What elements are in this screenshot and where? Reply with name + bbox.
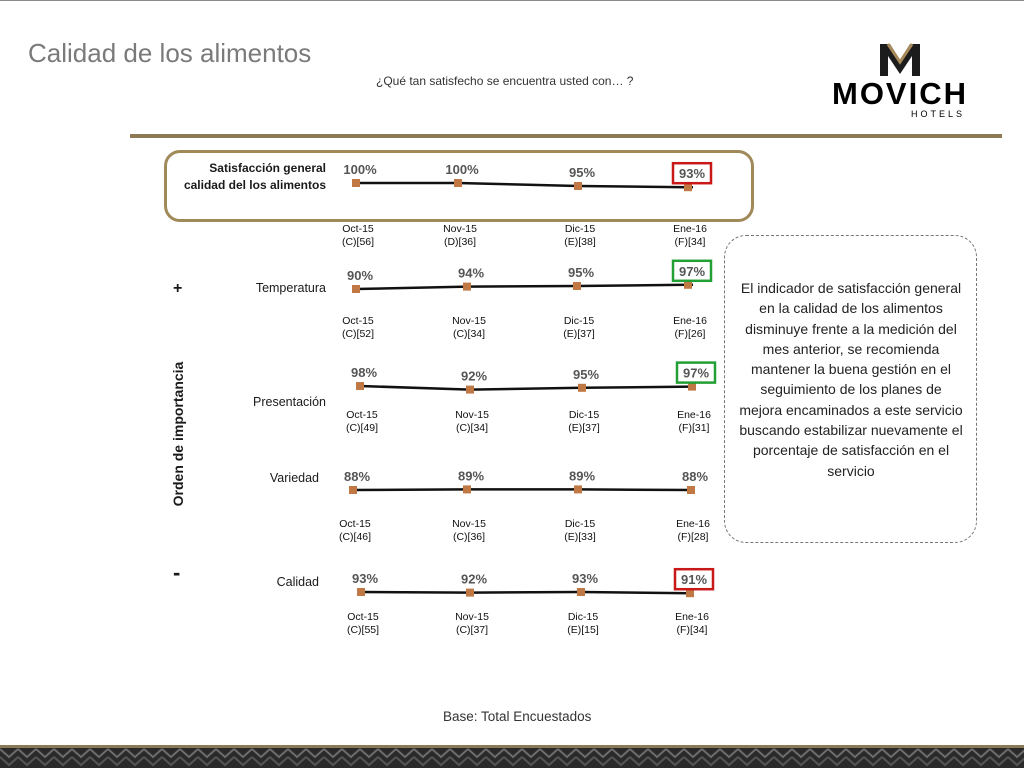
category-label-2-1: Nov-15 bbox=[455, 409, 489, 421]
value-label-0-1: 100% bbox=[445, 162, 479, 177]
row-label-presentacion: Presentación bbox=[253, 395, 326, 409]
value-label-4-1: 92% bbox=[460, 571, 488, 587]
data-point-2-2 bbox=[578, 384, 586, 392]
value-label-2-0: 98% bbox=[350, 365, 378, 380]
category-label-3-1: Nov-15 bbox=[452, 518, 486, 530]
survey-question: ¿Qué tan satisfecho se encuentra usted con… ? bbox=[376, 74, 634, 88]
base-label-0-0: (C)[56] bbox=[341, 236, 375, 248]
category-label-0-2: Dic-15 bbox=[564, 223, 596, 235]
importance-axis-label: Orden de importancia bbox=[170, 361, 186, 507]
value-label-0-2: 95% bbox=[568, 165, 596, 180]
data-point-4-0 bbox=[357, 588, 365, 596]
base-label-3-3: (F)[28] bbox=[677, 531, 709, 543]
category-label-0-3: Ene-16 bbox=[673, 223, 707, 235]
base-label-1-2: (E)[37] bbox=[563, 328, 595, 340]
decorative-pattern-band bbox=[0, 745, 1024, 768]
value-label-2-2: 95% bbox=[572, 366, 600, 382]
category-label-0-1: Nov-15 bbox=[443, 223, 477, 235]
row-label-general bbox=[170, 160, 326, 194]
data-point-2-1 bbox=[466, 386, 474, 394]
base-label-0-2: (E)[38] bbox=[564, 236, 596, 248]
series-line-0 bbox=[356, 183, 693, 187]
value-label-4-0: 93% bbox=[351, 571, 379, 586]
value-label-4-3: 91% bbox=[680, 572, 708, 588]
row-label-general-line2: calidad del los alimentos bbox=[183, 178, 326, 192]
base-label-3-2: (E)[33] bbox=[564, 531, 596, 543]
value-label-3-2: 89% bbox=[568, 468, 596, 484]
base-label-1-3: (F)[26] bbox=[674, 328, 706, 340]
data-point-0-2 bbox=[574, 182, 582, 190]
category-label-1-0: Oct-15 bbox=[342, 315, 374, 327]
data-point-1-0 bbox=[352, 285, 360, 293]
data-point-3-1 bbox=[463, 485, 471, 493]
brand-tagline: HOTELS bbox=[910, 109, 966, 119]
value-label-0-0: 100% bbox=[343, 162, 377, 177]
category-label-2-2: Dic-15 bbox=[568, 409, 600, 421]
row-label-temperatura: Temperatura bbox=[255, 281, 326, 295]
value-label-2-3: 97% bbox=[682, 365, 710, 381]
category-label-1-3: Ene-16 bbox=[673, 315, 707, 327]
data-point-4-2 bbox=[577, 588, 585, 596]
data-point-1-2 bbox=[573, 282, 581, 290]
base-label-2-1: (C)[34] bbox=[455, 422, 489, 434]
value-label-3-1: 89% bbox=[457, 468, 485, 484]
base-label-2-2: (E)[37] bbox=[568, 422, 600, 434]
category-label-3-0: Oct-15 bbox=[339, 518, 371, 530]
series-line-2 bbox=[360, 386, 693, 390]
value-label-3-0: 88% bbox=[343, 469, 371, 484]
category-label-1-2: Dic-15 bbox=[563, 315, 595, 327]
series-line-1 bbox=[356, 285, 693, 289]
base-text: Base: Total Encuestados bbox=[443, 709, 592, 724]
value-label-1-1: 94% bbox=[457, 265, 485, 281]
value-label-4-2: 93% bbox=[571, 571, 599, 586]
category-label-4-0: Oct-15 bbox=[347, 611, 379, 623]
base-label-0-3: (F)[34] bbox=[674, 236, 706, 248]
base-label-1-1: (C)[34] bbox=[452, 328, 486, 340]
base-label-4-0: (C)[55] bbox=[346, 624, 380, 636]
value-label-1-0: 90% bbox=[346, 268, 374, 283]
category-label-4-3: Ene-16 bbox=[675, 611, 709, 623]
importance-minus: - bbox=[173, 560, 181, 585]
base-label-2-0: (C)[49] bbox=[345, 422, 379, 434]
brand-name: MOVICH bbox=[832, 76, 968, 111]
category-label-2-3: Ene-16 bbox=[677, 409, 711, 421]
value-label-0-3: 93% bbox=[678, 166, 706, 182]
base-label-4-1: (C)[37] bbox=[455, 624, 489, 636]
base-label-4-3: (F)[34] bbox=[676, 624, 708, 636]
data-point-4-1 bbox=[466, 589, 474, 597]
series-line-4 bbox=[361, 592, 693, 593]
importance-plus: + bbox=[173, 280, 183, 297]
base-label-0-1: (D)[36] bbox=[443, 236, 477, 248]
base-label-1-0: (C)[52] bbox=[341, 328, 375, 340]
category-label-3-3: Ene-16 bbox=[676, 518, 710, 530]
category-label-4-1: Nov-15 bbox=[455, 611, 489, 623]
data-point-2-0 bbox=[356, 382, 364, 390]
value-label-1-3: 97% bbox=[678, 263, 706, 279]
data-point-0-1 bbox=[454, 179, 462, 187]
base-label-3-1: (C)[36] bbox=[452, 531, 486, 543]
category-label-1-1: Nov-15 bbox=[452, 315, 486, 327]
value-label-2-1: 92% bbox=[460, 368, 488, 384]
row-label-general-line1: Satisfacción general bbox=[209, 161, 326, 175]
data-point-3-2 bbox=[574, 485, 582, 493]
series-line-3 bbox=[353, 489, 693, 490]
data-point-3-3 bbox=[687, 486, 695, 494]
category-label-2-0: Oct-15 bbox=[346, 409, 378, 421]
row-label-variedad: Variedad bbox=[269, 471, 319, 485]
category-label-0-0: Oct-15 bbox=[342, 223, 374, 235]
data-point-1-1 bbox=[463, 283, 471, 291]
base-label-4-2: (E)[15] bbox=[567, 624, 599, 636]
note-text: El indicador de satisfacción general en la calidad de los alimentos disminuye frente a la medición del mes anterior, se recomienda mantener la buena gestión en el seguimiento de los planes de mejora encaminados a este servicio buscando estabilizar nuevamente el porcentaje de satisfacción en el servicio bbox=[739, 280, 963, 479]
value-label-3-3: 88% bbox=[681, 469, 709, 484]
category-label-3-2: Dic-15 bbox=[564, 518, 596, 530]
base-label-3-0: (C)[46] bbox=[338, 531, 372, 543]
data-point-3-0 bbox=[349, 486, 357, 494]
row-label-calidad: Calidad bbox=[276, 575, 319, 589]
base-label-2-3: (F)[31] bbox=[678, 422, 710, 434]
category-label-4-2: Dic-15 bbox=[567, 611, 599, 623]
value-label-1-2: 95% bbox=[567, 265, 595, 280]
data-point-0-0 bbox=[352, 179, 360, 187]
page-title: Calidad de los alimentos bbox=[28, 38, 312, 68]
